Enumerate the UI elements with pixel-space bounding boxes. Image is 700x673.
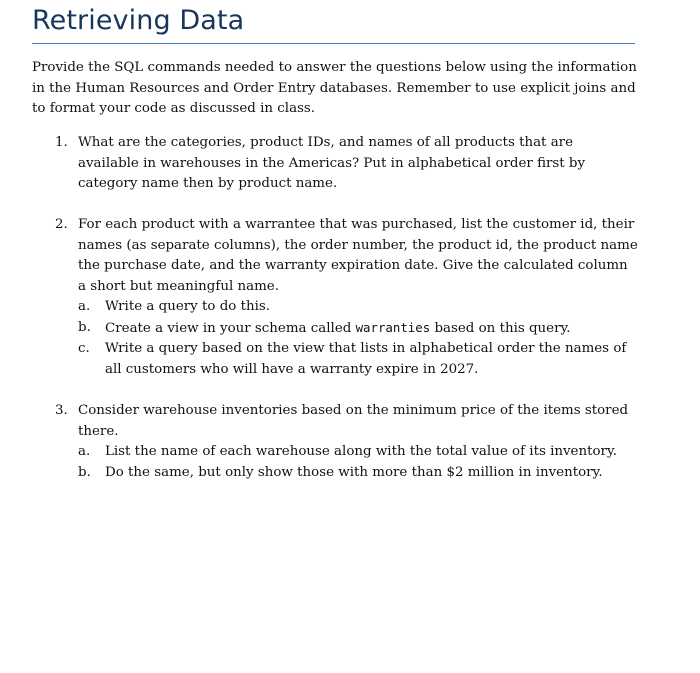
title-underline [32,43,635,44]
subitem-text: Do the same, but only show those with more than $2 million in inventory. [105,464,603,480]
subitem-a [78,297,634,318]
subitem-letter: c. [78,341,90,356]
view-name-code: warranties [355,319,431,335]
subitem-b [78,463,634,484]
subitem-text-before: Create a view in your schema called [105,320,356,336]
question-2 [32,215,642,380]
question-text: What are the categories, product IDs, and names of all products that are available in warehouses in the Americas? Put in alphabetical order first by category name then by product name. [78,135,586,191]
question-number: 3. [55,403,68,418]
subitem-text [105,318,634,340]
subitem-text: Write a query based on the view that lists in alphabetical order the names of all customers who will have a warranty expire in 2027. [105,341,627,377]
subitem-letter: a. [78,444,91,459]
question-text: Consider warehouse inventories based on the minimum price of the items stored there. [78,403,629,439]
subitem-text: Write a query to do this. [105,299,270,314]
subitem-c [78,339,634,380]
intro-paragraph: Provide the SQL commands needed to answer the questions below using the information in the Human Resources and Order Entry databases. Remember to use explicit joins and to format your code as discussed in class. [32,60,637,116]
subitem-text-after: based on this query. [430,320,571,336]
subitem-b [78,318,634,340]
subitem-letter: b. [78,464,91,480]
question-3 [32,401,642,483]
question-1 [32,133,642,195]
question-number: 2. [55,217,68,232]
page-title: Retrieving Data [32,5,245,36]
question-number: 1. [55,135,68,150]
question-text: For each product with a warrantee that was purchased, list the customer id, their names (as separate columns), the order number, the product id, the product name the purchase date, and the warranty expiration date. Give the calculated column a short but meaningful name. [78,217,638,294]
subitem-letter: b. [78,319,91,335]
subitem-a [78,442,634,463]
subitem-text: List the name of each warehouse along with the total value of its inventory. [105,444,617,459]
subitem-letter: a. [78,299,91,314]
